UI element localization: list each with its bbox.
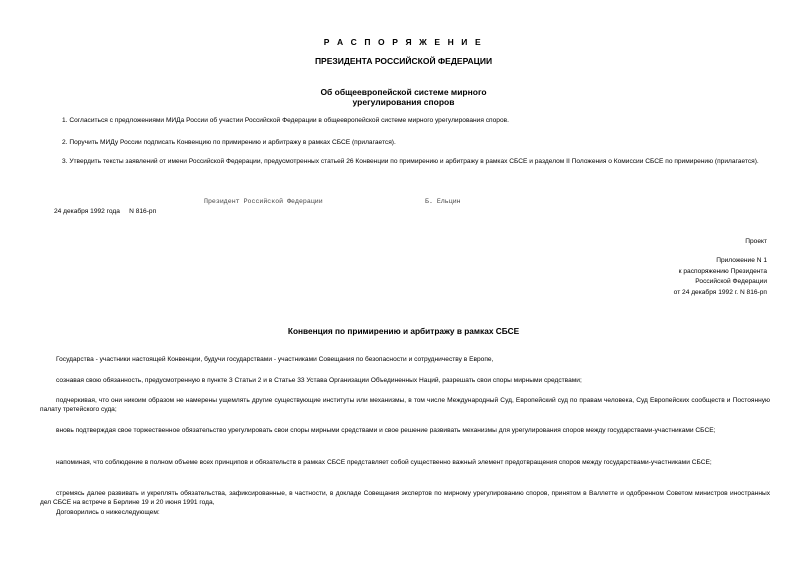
convention-title: Конвенция по примирению и арбитражу в рамках СБСЕ [287, 326, 520, 336]
appendix-block [467, 256, 767, 298]
subject-heading [0, 87, 807, 107]
signature-name: Б. Ельцин [425, 198, 461, 205]
convention-paragraph: Государства - участники настоящей Конвенции, будучи государствами - участниками Совещания по безопасности и сотрудничеству в Европе, [56, 356, 494, 363]
issuer-heading: ПРЕЗИДЕНТА РОССИЙСКОЙ ФЕДЕРАЦИИ [314, 56, 493, 66]
subject-line-1: Об общеевропейской системе мирного [320, 87, 487, 97]
order-item-1: 1. Согласиться с предложениями МИДа России об участии Российской Федерации в общеевропейской системе мирного урегулирования споров. [62, 117, 509, 124]
subject-line-2: урегулирования споров [352, 97, 455, 107]
project-label: Проект [745, 238, 767, 245]
convention-paragraph: напоминая, что соблюдение в полном объеме всех принципов и обязательств в рамках СБСЕ представляет собой существенно важный элемент предотвращения споров между государствами-участниками СБСЕ; [56, 459, 712, 466]
order-item-2: 2. Поручить МИДу России подписать Конвенцию по примирению и арбитражу в рамках СБСЕ (прилагается). [62, 139, 396, 146]
appendix-line-1: Приложение N 1 [716, 257, 767, 264]
order-date-number: 24 декабря 1992 года N 816-рп [54, 208, 157, 215]
convention-paragraph: подчеркивая, что они никоим образом не намерены ущемлять другие существующие институты или механизмы, в том числе Международный Суд, Европейский суд по правам человека, Суд Европейских сообществ и Постоянную палату третейского суда; [40, 397, 770, 414]
convention-paragraph: Договорились о нижеследующем: [56, 509, 160, 516]
document-type-heading: Р А С П О Р Я Ж Е Н И Е [323, 37, 484, 47]
convention-paragraph: вновь подтверждая свое торжественное обязательство урегулировать свои споры мирными средствами и свое решение развивать механизмы для урегулирования споров между государствами-участниками СБСЕ; [56, 427, 716, 434]
signature-position: Президент Российской Федерации [204, 198, 323, 205]
appendix-line-3: Российской Федерации [695, 278, 767, 285]
convention-paragraph: стремясь далее развивать и укреплять обязательства, зафиксированные, в частности, в докладе Совещания экспертов по мирному урегулированию споров, принятом в Валлетте и одобренном Советом министров иностранных дел СБСЕ на встрече в Берлине 19 и 20 июня 1991 года, [40, 490, 770, 507]
appendix-line-2: к распоряжению Президента [678, 267, 767, 275]
order-item-3: 3. Утвердить тексты заявлений от имени Российской Федерации, предусмотренных статьей 26 Конвенции по примирению и арбитражу в рамках СБСЕ и разделом II Положения о Комиссии СБСЕ по примирению (прилагается). [62, 158, 759, 165]
appendix-line-4: от 24 декабря 1992 г. N 816-рп [673, 288, 767, 296]
convention-paragraph: сознавая свою обязанность, предусмотренную в пункте 3 Статьи 2 и в Статье 33 Устава Организации Объединенных Наций, разрешать свои споры мирными средствами; [56, 377, 582, 384]
